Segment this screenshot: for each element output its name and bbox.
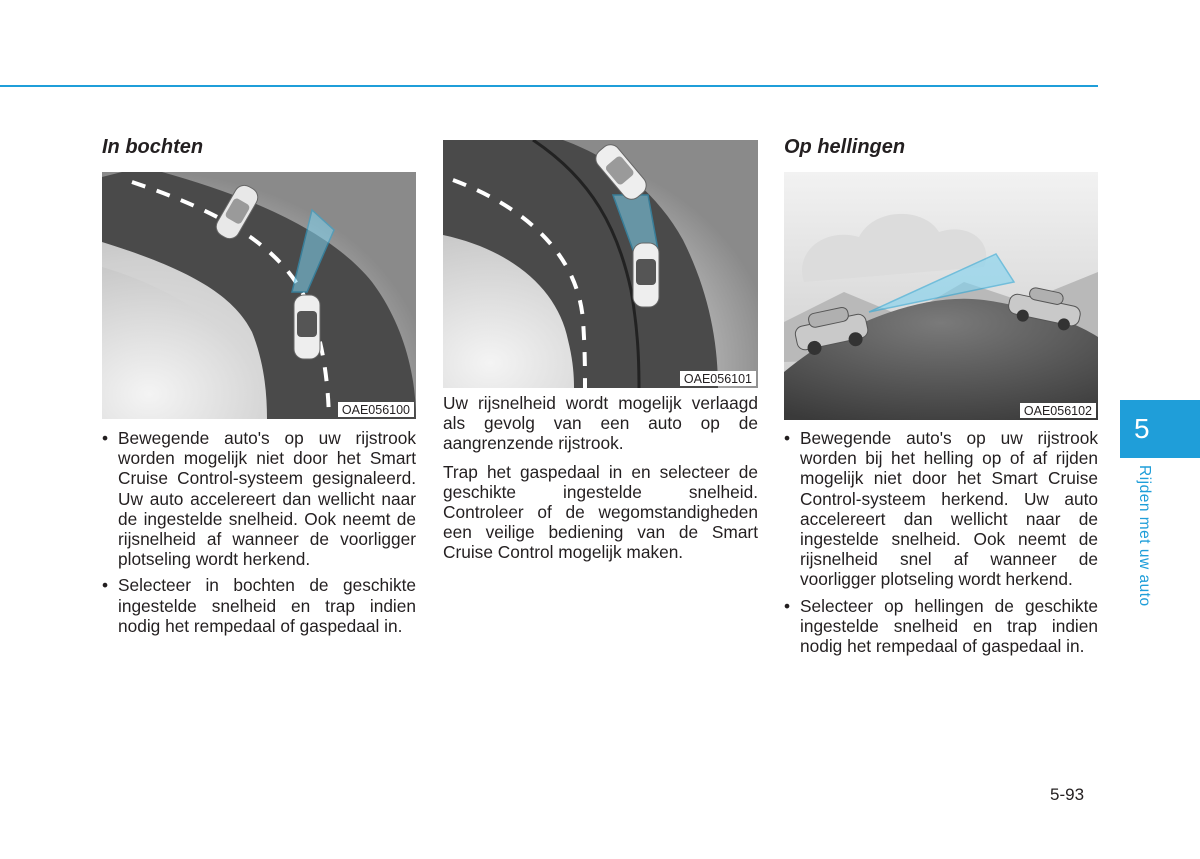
slope-illustration — [784, 172, 1098, 420]
list-item — [102, 428, 416, 569]
bullet-dot: • — [102, 428, 109, 448]
page-number: 5-93 — [1050, 785, 1085, 804]
body-text-adjacent-lane — [443, 393, 758, 571]
chapter-title: Rijden met uw auto — [1136, 465, 1153, 607]
list-item — [784, 428, 1098, 590]
figure-code: OAE056100 — [338, 402, 414, 417]
paragraph: Trap het gaspedaal in en selecteer de geschikte ingestelde snelheid. Controleer of de wegomstandigheden een veilige bediening van de Smart Cruise Control mogelijk maken. — [443, 461, 758, 563]
bullet-dot: • — [784, 428, 791, 448]
figure-code: OAE056101 — [680, 371, 756, 386]
list-item-text: Bewegende auto's op uw rijstrook worden bij het helling op of af rijden mogelijk niet door het Smart Cruise Control-systeem herkend. Uw auto accelereert dan wellicht naar de ingestelde snelheid. Ook neemt de rijsnelheid snel af wanneer de voorligger plotseling wordt herkend. — [800, 428, 1098, 590]
bullet-list-slopes — [784, 428, 1098, 662]
chapter-number-tab: 5 — [1120, 400, 1200, 458]
figure-curve-road — [102, 172, 416, 419]
list-item — [784, 596, 1098, 657]
bullet-dot: • — [102, 575, 109, 596]
section-title-slopes: Op hellingen — [784, 136, 906, 158]
bullet-list-curves — [102, 428, 416, 642]
list-item-text: Selecteer in bochten de geschikte ingestelde snelheid en trap indien nodig het rempedaal of gaspedaal in. — [118, 575, 416, 636]
figure-adjacent-lane — [443, 140, 758, 388]
adjacent-lane-illustration — [443, 140, 758, 388]
header-rule — [0, 85, 1098, 87]
curve-road-illustration — [102, 172, 416, 419]
section-title-curves: In bochten — [102, 136, 204, 158]
figure-slope — [784, 172, 1098, 420]
bullet-dot: • — [784, 595, 791, 616]
paragraph: Uw rijsnelheid wordt mogelijk verlaagd als gevolg van een auto op de aangrenzende rijstrook. — [443, 393, 758, 454]
list-item — [102, 575, 416, 636]
list-item-text: Selecteer op hellingen de geschikte ingestelde snelheid en trap indien nodig het rempedaal of gaspedaal in. — [800, 595, 1098, 657]
list-item-text: Bewegende auto's op uw rijstrook worden mogelijk niet door het Smart Cruise Control-systeem gesignaleerd. Uw auto accelereert dan wellicht naar de ingestelde snelheid. Ook neemt de rijsnelheid af wanneer de voorligger plotseling wordt herkend. — [118, 428, 416, 570]
figure-code: OAE056102 — [1020, 403, 1096, 418]
